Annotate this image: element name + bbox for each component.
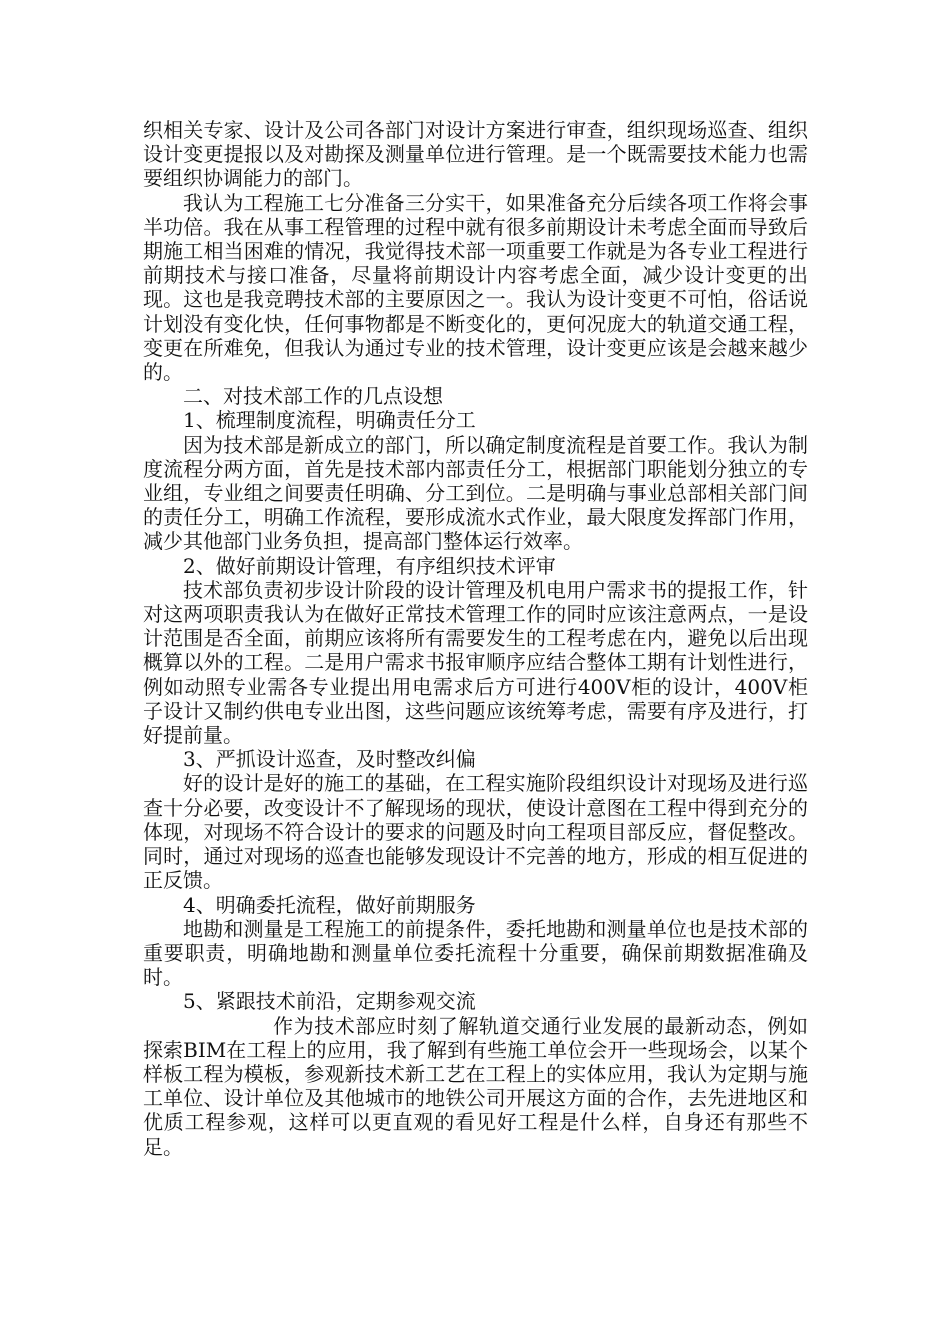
subsection-heading-1: 1、梳理制度流程，明确责任分工	[183, 408, 476, 433]
paragraph-survey: 地勘和测量是工程施工的前提条件，委托地勘和测量单位也是技术部的重要职责，明确地勘和测量单位委托流程十分重要，确保前期数据准确及时。	[143, 916, 808, 990]
paragraph-design-inspection: 好的设计是好的施工的基础，在工程实施阶段组织设计对现场及进行巡查十分必要，改变设计不了解现场的现状，使设计意图在工程中得到充分的体现，对现场不符合设计的要求的问题及时向工程项目部反应，督促整改。同时，通过对现场的巡查也能够发现设计不完善的地方，形成的相互促进的正反馈。	[143, 771, 808, 893]
paragraph-preparation: 我认为工程施工七分准备三分实干，如果准备充分后续各项工作将会事半功倍。我在从事工程管理的过程中就有很多前期设计未考虑全面而导致后期施工相当困难的情况，我觉得技术部一项重要工作就是为各专业工程进行前期技术与接口准备，尽量将前期设计内容考虑全面，减少设计变更的出现。这也是我竞聘技术部的主要原因之一。我认为设计变更不可怕，俗话说计划没有变化快，任何事物都是不断变化的，更何况庞大的轨道交通工程，变更在所难免，但我认为通过专业的技术管理，设计变更应该是会越来越少的。	[143, 190, 808, 385]
subsection-heading-2: 2、做好前期设计管理，有序组织技术评审	[183, 553, 556, 578]
paragraph-technology: 作为技术部应时刻了解轨道交通行业发展的最新动态，例如探索BIM在工程上的应用，我了解到有些施工单位会开一些现场会，以某个样板工程为模板，参观新技术新工艺在工程上的实体应用，我认为定期与施工单位、设计单位及其他城市的地铁公司开展这方面的合作，去先进地区和优质工程参观，这样可以更直观的看见好工程是什么样，自身还有那些不足。	[143, 1013, 808, 1159]
section-heading: 二、对技术部工作的几点设想	[183, 384, 443, 409]
paragraph-intro-continued: 织相关专家、设计及公司各部门对设计方案进行审查，组织现场巡查、组织设计变更提报以及对勘探及测量单位进行管理。是一个既需要技术能力也需要组织协调能力的部门。	[143, 118, 808, 191]
subsection-heading-3: 3、严抓设计巡查，及时整改纠偏	[183, 747, 476, 772]
paragraph-process: 因为技术部是新成立的部门，所以确定制度流程是首要工作。我认为制度流程分两方面，首先是技术部内部责任分工，根据部门职能划分独立的专业组，专业组之间要责任明确、分工到位。二是明确与事业总部相关部门间的责任分工，明确工作流程，要形成流水式作业，最大限度发挥部门作用，减少其他部门业务负担，提高部门整体运行效率。	[143, 432, 808, 554]
document-body	[143, 118, 808, 1159]
subsection-heading-5: 5、紧跟技术前沿，定期参观交流	[183, 989, 476, 1014]
paragraph-design-management: 技术部负责初步设计阶段的设计管理及机电用户需求书的提报工作，针对这两项职责我认为在做好正常技术管理工作的同时应该注意两点，一是设计范围是否全面，前期应该将所有需要发生的工程考虑在内，避免以后出现概算以外的工程。二是用户需求书报审顺序应结合整体工期有计划性进行，例如动照专业需各专业提出用电需求后方可进行400V柜的设计，400V柜子设计又制约供电专业出图，这些问题应该统筹考虑，需要有序及进行，打好提前量。	[143, 577, 808, 748]
subsection-heading-4: 4、明确委托流程，做好前期服务	[183, 892, 476, 917]
